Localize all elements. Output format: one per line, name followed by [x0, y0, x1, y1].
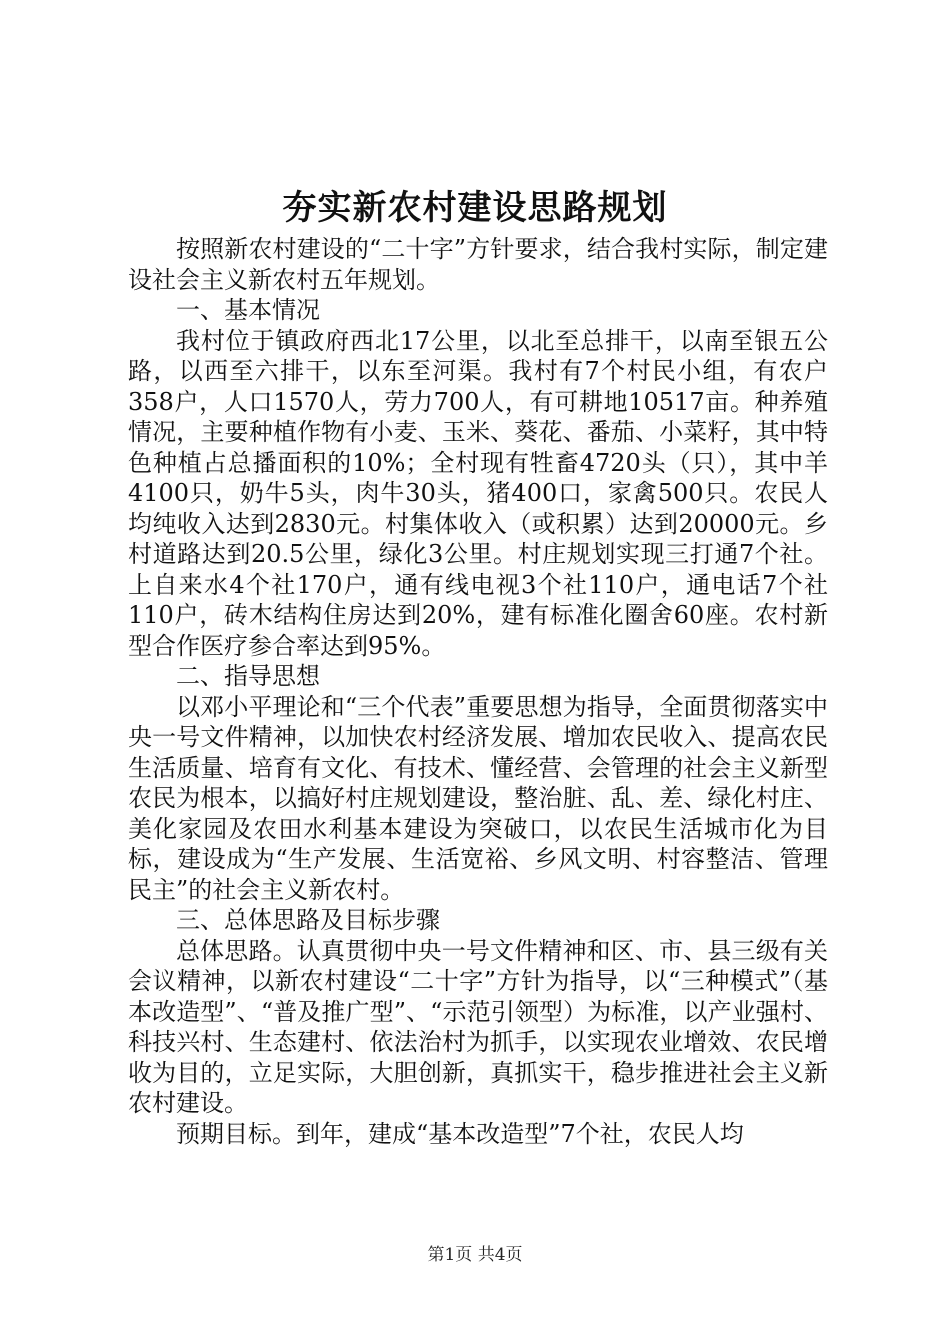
- expected-goals-paragraph: 预期目标。到年，建成“基本改造型”7个社，农民人均: [176, 1119, 744, 1148]
- section-heading-guiding-ideology: 二、指导思想: [176, 662, 320, 690]
- overall-plan-paragraph: 总体思路。认真贯彻中央一号文件精神和区、市、县三级有关会议精神，以新农村建设“二十字”方针为指导，以“三种模式”（基本改造型”、“普及推广型”、“示范引领型）为标准，以产业强村、科技兴村、生态建村、依法治村为抓手，以实现农业增效、农民增收为目的，立足实际，大胆创新，真抓实干，稳步推进社会主义新农村建设。: [128, 936, 828, 1117]
- basic-situation-paragraph: 我村位于镇政府西北17公里，以北至总排干，以南至银五公路，以西至六排干，以东至河渠。我村有7个村民小组，有农户358户，人口1570人，劳力700人，有可耕地10517亩。种养殖情况，主要种植作物有小麦、玉米、葵花、番茄、小菜籽，其中特色种植占总播面积的10%；全村现有牲畜4720头（只），其中羊4100只，奶牛5头，肉牛30头，猪400口，家禽500只。农民人均纯收入达到2830元。村集体收入（或积累）达到20000元。乡村道路达到20.5公里，绿化3公里。村庄规划实现三打通7个社。上自来水4个社170户，通有线电视3个社110户，通电话7个社110户，砖木结构住房达到20%，建有标准化圈舍60座。农村新型合作医疗参合率达到95%。: [128, 326, 828, 660]
- intro-paragraph: 按照新农村建设的“二十字”方针要求，结合我村实际，制定建设社会主义新农村五年规划。: [128, 235, 828, 294]
- document-body: [128, 234, 828, 1149]
- guiding-ideology-paragraph: 以邓小平理论和“三个代表”重要思想为指导，全面贯彻落实中央一号文件精神，以加快农村经济发展、增加农民收入、提高农民生活质量、培育有文化、有技术、懂经营、会管理的社会主义新型农民为根本，以搞好村庄规划建设，整治脏、乱、差、绿化村庄、美化家园及农田水利基本建设为突破口，以农民生活城市化为目标，建设成为“生产发展、生活宽裕、乡风文明、村容整洁、管理民主”的社会主义新农村。: [128, 692, 828, 904]
- section-heading-overall-plan: 三、总体思路及目标步骤: [176, 906, 440, 934]
- page-number-footer: 第1页 共4页: [427, 1245, 523, 1265]
- document-title: 夯实新农村建设思路规划: [282, 188, 668, 228]
- section-heading-basic-situation: 一、基本情况: [176, 296, 320, 324]
